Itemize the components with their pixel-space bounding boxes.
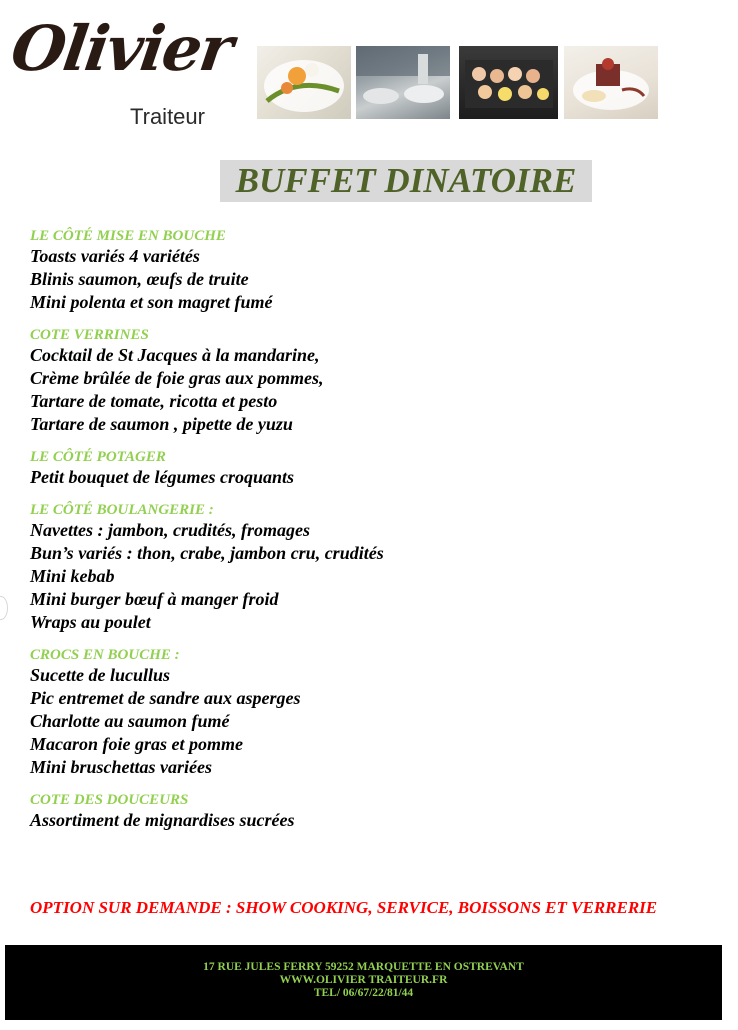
section-verrines <box>30 326 730 436</box>
section-title: LE CÔTÉ MISE EN BOUCHE <box>30 228 226 244</box>
menu-item: Mini bruschettas variées <box>30 757 213 777</box>
section-douceurs <box>30 791 730 832</box>
menu-item: Mini kebab <box>30 566 115 586</box>
option-notice: OPTION SUR DEMANDE : SHOW COOKING, SERVICE, BOISSONS ET VERRERIE <box>30 898 658 917</box>
menu-item: Blinis saumon, œufs de truite <box>30 269 249 289</box>
photo-gourmet-plate-icon <box>564 46 658 119</box>
logo <box>6 12 237 129</box>
menu-item: Pic entremet de sandre aux asperges <box>30 688 301 708</box>
page-edge-handle <box>0 596 8 620</box>
menu-item: Crème brûlée de foie gras aux pommes, <box>30 368 324 388</box>
menu-item: Mini burger bœuf à manger froid <box>30 589 279 609</box>
photo-canape-tray-icon <box>459 46 558 119</box>
menu-item: Petit bouquet de légumes croquants <box>30 467 295 487</box>
page-title: BUFFET DINATOIRE <box>220 160 592 202</box>
menu-item: Bun’s variés : thon, crabe, jambon cru, crudités <box>30 543 384 563</box>
section-boulangerie <box>30 501 730 634</box>
photo-plated-dish-icon <box>257 46 351 119</box>
menu-item: Navettes : jambon, crudités, fromages <box>30 520 310 540</box>
menu-item: Tartare de saumon , pipette de yuzu <box>30 414 293 434</box>
section-title: LE CÔTÉ BOULANGERIE : <box>30 502 214 518</box>
footer-address: 17 RUE JULES FERRY 59252 MARQUETTE EN OSTREVANT <box>203 961 524 973</box>
section-title: CROCS EN BOUCHE : <box>30 647 180 663</box>
menu-item: Macaron foie gras et pomme <box>30 734 243 754</box>
footer-phone[interactable]: TEL/ 06/67/22/81/44 <box>313 987 414 999</box>
menu-item: Toasts variés 4 variétés <box>30 246 200 266</box>
section-title: COTE DES DOUCEURS <box>30 792 189 808</box>
menu-item: Mini polenta et son magret fumé <box>30 292 273 312</box>
footer <box>5 945 722 1020</box>
menu-item: Cocktail de St Jacques à la mandarine, <box>30 345 320 365</box>
footer-website[interactable]: WWW.OLIVIER TRAITEUR.FR <box>279 974 448 986</box>
logo-subtitle: Traiteur <box>130 104 205 129</box>
logo-name: Olivier <box>6 12 237 85</box>
menu-item: Sucette de lucullus <box>30 665 171 685</box>
menu-item: Charlotte au saumon fumé <box>30 711 230 731</box>
menu-item: Wraps au poulet <box>30 612 151 632</box>
menu <box>30 227 730 844</box>
menu-item: Tartare de tomate, ricotta et pesto <box>30 391 278 411</box>
menu-item: Assortiment de mignardises sucrées <box>30 810 295 830</box>
section-title: LE CÔTÉ POTAGER <box>30 449 166 465</box>
section-crocs-en-bouche <box>30 646 730 779</box>
photo-dining-room-icon <box>356 46 450 119</box>
section-title: COTE VERRINES <box>30 327 149 343</box>
section-mise-en-bouche <box>30 227 730 314</box>
section-potager <box>30 448 730 489</box>
